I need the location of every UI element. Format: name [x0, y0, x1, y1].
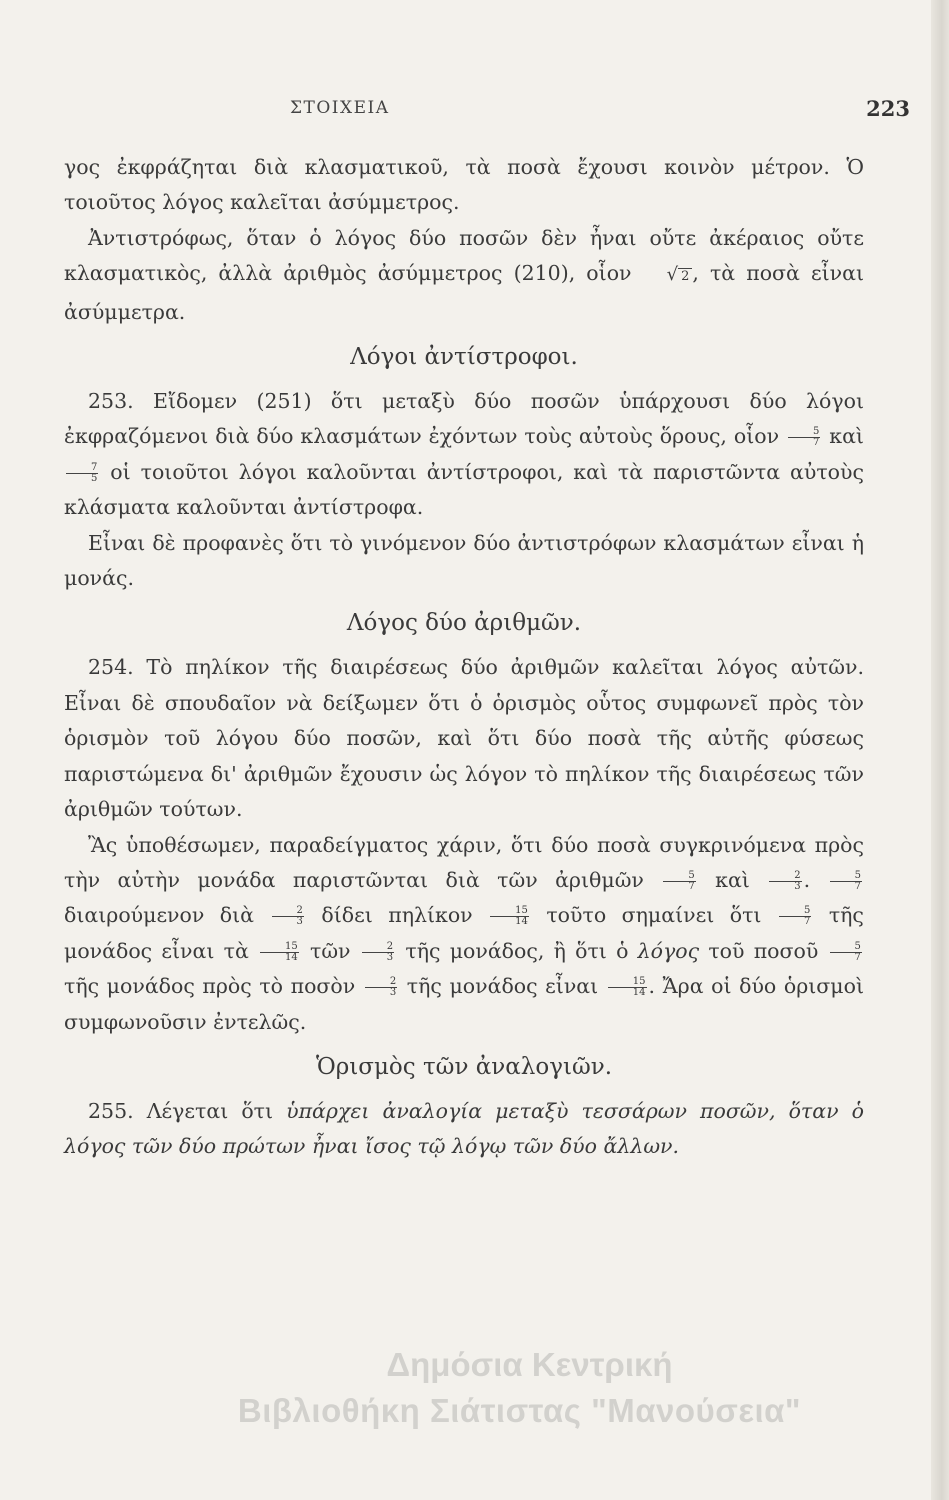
numerator: 2 [362, 942, 394, 953]
conjunction: καὶ [829, 424, 864, 449]
radicand: 2 [678, 268, 692, 284]
denominator: 7 [854, 951, 861, 963]
heading-definition-proportions: Ὁρισμὸς τῶν ἀναλογιῶν. [315, 1053, 613, 1080]
denominator: 7 [854, 880, 861, 892]
denominator: 3 [386, 951, 394, 963]
page-edge [931, 0, 949, 1500]
fraction-15-14 [260, 942, 299, 963]
heading-ratio-of-numbers: Λόγος δύο ἀριθμῶν. [346, 610, 582, 637]
denominator: 7 [812, 437, 820, 449]
fraction-5-7 [830, 871, 862, 892]
example-text-e: τοῦτο σημαίνει ὅτι [546, 903, 762, 928]
square-root-2: √ 2 [643, 257, 693, 294]
denominator: 5 [91, 472, 98, 484]
paragraph-1: γος ἐκφράζηται διὰ κλασματικοῦ, τὰ ποσὰ ἔχουσι κοινὸν μέτρον. Ὁ τοιοῦτος λόγος καλεῖται ἀσύμμετρος. [64, 155, 864, 215]
numerator: 5 [830, 942, 862, 953]
example-text-h: τῆς μονάδος, ἢ ὅτι ὁ [405, 938, 629, 963]
library-watermark-line-1: Δημόσια Κεντρική [386, 1346, 673, 1383]
example-text-l: Ἄρα οἱ δύο ὁρισμοὶ συμφωνοῦσιν ἐντελῶς. [64, 974, 864, 1034]
italic-logos: λόγος [637, 938, 700, 963]
paragraph-2-end: , τὰ ποσὰ εἶναι ἀσύμμετρα. [64, 261, 864, 324]
example-text-i: τοῦ ποσοῦ [708, 938, 819, 963]
fraction-5-7 [788, 427, 820, 448]
example-text-c: διαιρούμενον διὰ [64, 903, 255, 928]
page-body [64, 150, 864, 1165]
paragraph-product: Εἶναι δὲ προφανὲς ὅτι τὸ γινόμενον δύο ἀντιστρόφων κλασμάτων εἶναι ἡ μονάς. [64, 530, 864, 591]
conjunction: καὶ [715, 867, 750, 892]
example-text-j: τῆς μονάδος πρὸς τὸ ποσὸν [64, 974, 356, 999]
paragraph-example: Ἂς ὑποθέσωμεν, παραδείγματος χάριν, ὅτι δύο ποσὰ συγκρινόμενα πρὸς τὴν αὐτὴν μονάδα παριστῶνται διὰ τῶν ἀριθμῶν $\frac{5}{7}$ καὶ $\frac{2}{3}$ . $\frac{5}{7}$ διαιρούμενον διὰ $\frac{2}{3}$ δίδει πηλίκον $\frac{15}{14}$ τοῦτο σημαίνει ὅτι $\frac{5}{7}$ τῆς μονάδος εἶναι τὰ $\frac{15}{14}$ τῶν $\frac{2}{3}$ τῆς μονάδος, ἢ ὅτι ὁ λόγος τοῦ ποσοῦ $\frac{5}{7}$ τῆς μονάδος πρὸς τὸ ποσὸν $\frac{2}{3}$ τῆς μονάδος εἶναι $\frac{15}{14}$ . Ἄρα οἱ δύο ὁρισμοὶ συμφωνοῦσιν ἐντελῶς. [64, 832, 864, 1034]
paragraph-255-definition: ὑπάρχει ἀναλογία μεταξὺ τεσσάρων ποσῶν, ὅταν ὁ λόγος τῶν δύο πρώτων ἦναι ἴσος τῷ λόγῳ τῶν δύο ἄλλων. [64, 1098, 864, 1159]
fraction-2-3 [769, 871, 801, 892]
paragraph-254: 254. Τὸ πηλίκον τῆς διαιρέσεως δύο ἀριθμῶν καλεῖται λόγος αὐτῶν. Εἶναι δὲ σπουδαῖον νὰ δείξωμεν ὅτι ὁ ὁρισμὸς οὗτος συμφωνεῖ πρὸς τὸν ὁρισμὸν τοῦ λόγου δύο ποσῶν, καὶ ὅτι δύο ποσὰ τῆς αὐτῆς φύσεως παριστώμενα δι' ἀριθμῶν ἔχουσιν ὡς λόγον τὸ πηλίκον τῆς διαιρέσεως τῶν ἀριθμῶν τούτων. [64, 655, 864, 822]
example-text-k: τῆς μονάδος εἶναι [406, 974, 599, 999]
fraction-7-5 [66, 463, 98, 484]
fraction-5-7 [830, 942, 862, 963]
denominator: 7 [803, 916, 811, 928]
page-number: 223 [866, 96, 910, 121]
page-header [60, 98, 910, 128]
paragraph-2 [64, 221, 864, 330]
running-head: ΣΤΟΙΧΕΙΑ [290, 98, 390, 118]
paragraph-253-text: 253. Εἴδομεν (251) ὅτι μεταξὺ δύο ποσῶν ὑπάρχουσι δύο λόγοι ἐκφραζόμενοι διὰ δύο κλασμάτων ἐχόντων τοὺς αὐτοὺς ὅρους, οἷον [64, 389, 864, 449]
paragraph-253 [64, 384, 864, 526]
fraction-5-7 [663, 871, 695, 892]
denominator: 14 [515, 916, 528, 928]
denominator: 14 [632, 987, 646, 999]
library-watermark-line-2: Βιβλιοθήκη Σιάτιστας "Μανούσεια" [237, 1392, 802, 1429]
fraction-2-3 [272, 906, 304, 927]
numerator: 5 [788, 427, 820, 438]
denominator: 3 [296, 916, 303, 928]
paragraph-255 [64, 1094, 864, 1165]
numerator: 7 [66, 463, 98, 474]
example-text-f: τῆς μονάδος εἶναι τὰ [64, 903, 864, 963]
denominator: 7 [688, 880, 695, 892]
heading-inverse-ratios: Λόγοι ἀντίστροφοι. [350, 344, 578, 371]
paragraph-255-text: 255. Λέγεται ὅτι [88, 1098, 274, 1123]
numerator: 2 [272, 906, 304, 917]
paragraph-253-end: οἱ τοιοῦτοι λόγοι καλοῦνται ἀντίστροφοι, καὶ τὰ παριστῶντα αὐτοὺς κλάσματα καλοῦνται ἀντίστροφα. [64, 459, 864, 520]
numerator: 5 [830, 871, 862, 882]
denominator: 14 [285, 951, 298, 963]
example-text-d: δίδει πηλίκον [321, 903, 473, 928]
fraction-15-14 [608, 977, 647, 998]
fraction-2-3 [362, 942, 394, 963]
example-text-g: τῶν [310, 938, 351, 963]
paragraph-2-text: Ἀντιστρόφως, ὅταν ὁ λόγος δύο ποσῶν δὲν ἦναι οὔτε ἀκέραιος οὔτε κλασματικὸς, ἀλλὰ ἀριθμὸς ἀσύμμετρος (210), οἷον [64, 225, 864, 286]
denominator: 3 [389, 987, 397, 999]
fraction-5-7 [779, 906, 811, 927]
numerator: 5 [779, 906, 811, 917]
numerator: 2 [365, 977, 397, 988]
numerator: 5 [663, 871, 695, 882]
fraction-2-3 [365, 977, 397, 998]
numerator: 15 [490, 906, 529, 917]
fraction-15-14 [490, 906, 529, 927]
numerator: 2 [769, 871, 801, 882]
numerator: 15 [260, 942, 299, 953]
denominator: 3 [794, 880, 801, 892]
example-text-a: Ἂς ὑποθέσωμεν, παραδείγματος χάριν, ὅτι δύο ποσὰ συγκρινόμενα πρὸς τὴν αὐτὴν μονάδα παριστῶνται διὰ τῶν ἀριθμῶν [64, 832, 864, 892]
numerator: 15 [608, 977, 647, 988]
